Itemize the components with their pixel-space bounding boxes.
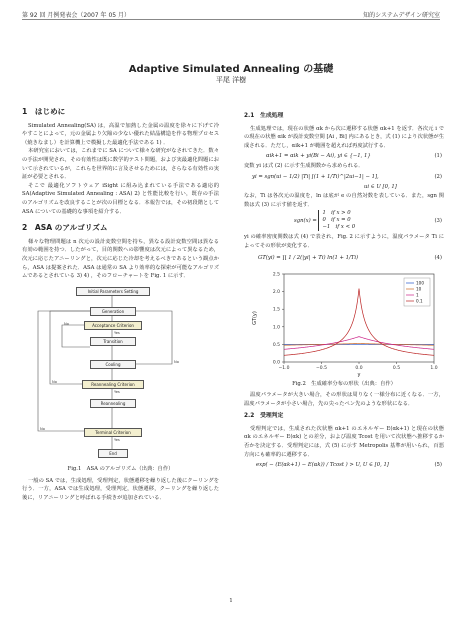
paragraph: 様々な物理問題は n 次元の設計変数空間を持ち，異なる設計変数空間は異なる有効の範囲を持つ．したがって，目的関数への影響度は次元によって異なるため，次元に応じたアニーリングと，次元に応じた冷却を考えるべきであるという観点から，ASA は提案された．ASA は通常の SA より効率的な探索が可能なアルゴリズムであるとされている 3) 4) ，そのフローチャートを Fig. 1 に示す． <box>22 238 219 280</box>
x-tick-label: −1.0 <box>278 366 290 372</box>
paragraph: 受理判定では，生成された次状態 αk+1 のエネルギー E(αk+1) と現在の状態 αk のエネルギー E(αk) との差分，および温度 Tcost を用いて次状態へ推移するか否かを決定する．受理判定には，式 (5) に示す Metropolis 基準が用いられ，百悪方向にも確率的に遷移する． <box>244 425 444 458</box>
fc-label-no: No <box>40 426 45 431</box>
paragraph: なお，Ti は各次元の温度を，ln は底が e の自然対数を表している．また，sgn 関数は式 (3) に示す値を返す． <box>244 192 444 208</box>
legend-label: 0.1 <box>416 298 423 304</box>
paragraph: 変数 yi は式 (2) に示す生成関数から求められる． <box>244 163 364 170</box>
legend-label: 1 <box>416 292 419 298</box>
fc-acceptance: Acceptance Criterion <box>84 321 142 330</box>
paragraph: Simulated Annealing(SA) は，高温で加熱した金属の温度を徐々に下げて冷やすことによって，元の金属より欠陥の少ない優れた結晶構造を作る物理プロセス（焼きなまし）を計算機上で模擬した最適化手法である 1) ． <box>22 122 219 146</box>
fc-label-yes: Yes <box>114 389 120 394</box>
header-left: 第 92 回 月例発表会（2007 年 05 月） <box>22 12 130 19</box>
y-tick-label: 1.5 <box>272 308 280 314</box>
page-number: 1 <box>229 598 233 604</box>
equation-2b <box>244 183 444 192</box>
fc-reannealing: Reannealing <box>90 399 136 408</box>
y-tick-label: 0.5 <box>272 343 280 349</box>
paragraph: 温度パラメータが大きい場合，その形状は周りなく一様分布に近くなる．一方，温度パラメータが小さい場合，先の尖ったペン先のような形状になる． <box>244 391 444 407</box>
paragraph: 本研究室においては，これまでに SA について様々な研究がなされてきた．数々の手法が開発され，その有効性は既に数学的テスト問題，および実最適化問題において示されているが，これらを世界的に言及させるためには，さらなる有効性の実証が必要とされる． <box>22 148 219 181</box>
equation-4-body: GT(yi) = ∏ 1 / 2(|yi| + Ti) ln(1 + 1/Ti) <box>258 255 359 262</box>
subsection-2-2-title: 2.2 受理判定 <box>244 413 284 420</box>
left-column <box>22 100 219 505</box>
y-tick-label: 1.0 <box>272 325 280 331</box>
equation-3-number: (3) <box>434 218 442 225</box>
right-column <box>244 108 444 471</box>
figure-1-caption: Fig.1 ASA のアルゴリズム（出典：自作） <box>67 465 174 472</box>
equation-4-number: (4) <box>434 255 442 262</box>
equation-4 <box>244 250 444 266</box>
legend-label: 10 <box>416 286 422 292</box>
equation-3-case: 0 if x = 0 <box>322 217 351 224</box>
fc-end: End <box>98 449 128 458</box>
fc-label-no: No <box>174 359 179 364</box>
equation-5 <box>244 459 444 471</box>
fc-terminal: Terminal Criterion <box>84 428 142 437</box>
fc-label-yes: Yes <box>114 330 120 335</box>
x-tick-label: 1.0 <box>430 366 438 372</box>
generation-distribution-chart <box>244 268 444 378</box>
fc-label-yes: Yes <box>114 437 120 442</box>
section-2-title: 2 ASA のアルゴリズム <box>22 223 108 233</box>
header-right: 知的システムデザイン研究室 <box>363 12 440 19</box>
section-1-title: 1 はじめに <box>22 107 66 116</box>
x-tick-label: 0.5 <box>392 366 401 372</box>
equation-5-number: (5) <box>434 462 442 469</box>
fc-cooling: Cooling <box>90 360 136 369</box>
equation-2b-body: ui ∈ U [0, 1] <box>364 183 397 190</box>
equation-1 <box>244 150 444 162</box>
y-tick-label: 2.0 <box>272 290 280 296</box>
equation-2 <box>244 171 444 183</box>
equation-2-body: yi = sgn(ui − 1/2) |Ti| [(1 + 1/Ti)^|2ui−1| − 1], <box>252 173 379 180</box>
figure-2-caption: Fig.2 生成確率分布の形状（出典：自作） <box>292 381 396 388</box>
legend-label: 100 <box>416 280 424 286</box>
author: 平尾 洋樹 <box>215 76 247 84</box>
fc-label-no: No <box>64 321 69 326</box>
page-header <box>22 8 440 22</box>
y-axis-label: GT(y) <box>252 311 258 326</box>
fc-transition: Transition <box>90 337 136 346</box>
paragraph: そこで 最適化ソフトウェア iSight に組み込まれている手法である適応的 SA(Adaptive Simulated Annealing : ASA) 2) と性能比較を行い，既存の手法のアルゴリズムを改良することが次の目標となる．本報告では，その初段階として ASA についての基礎的な事項を紹介する． <box>22 182 219 215</box>
equation-1-body: αik+1 = αik + yi(Bi − Ai), yi ∈ {−1, 1} <box>266 153 371 160</box>
fc-label-no: No <box>52 379 57 384</box>
x-tick-label: 0.0 <box>355 366 363 372</box>
equation-3-case: 1 if x > 0 <box>322 210 351 217</box>
equation-3 <box>244 209 444 233</box>
equation-5-body: exp( − (E(αk+1) − E(αk)) / Tcost ) > U, U ∈ [0, 1] <box>256 462 389 469</box>
header-rule <box>22 19 440 20</box>
fc-reannealing-criterion: Reannealing Criterion <box>82 380 144 389</box>
flowchart <box>22 285 219 505</box>
paragraph: 生成処理では，現在の状態 αk から次に遷移する状態 αk+1 を返す．各次元 i での現在の状態 αik が設計変数空間 [Ai , Bi] 内にあるとき，式 (1) により次状態が生成される．ただし，αik+1 が範囲を超えれば再度試行する． <box>244 125 444 149</box>
fc-init: Initial Parameters Setting <box>76 287 150 296</box>
paragraph: 一般の SA では，生成処理，受理判定，状態遷移を繰り返した後にクーリングを行う．一方，ASA では生成処理，受理判定，状態遷移，クーリングを繰り返した後に，リアニーリングと呼ばれる手続きが追加されている． <box>22 477 219 501</box>
paper-title: Adaptive Simulated Annealing の基礎 <box>128 64 334 75</box>
equation-2-number: (2) <box>434 173 442 180</box>
x-tick-label: −0.5 <box>316 366 327 372</box>
equation-3-case: −1 if x < 0 <box>322 224 356 231</box>
equation-3-cases <box>318 210 355 231</box>
paragraph: yi の確率密度関数は式 (4) で表され，Fig. 2 に示すように，温度パラメータ Ti によってその形状が変化する． <box>244 234 444 249</box>
x-axis-label: y <box>357 372 361 379</box>
equation-1-number: (1) <box>434 153 442 160</box>
equation-3-lhs: sgn(x) = <box>294 218 317 225</box>
y-tick-label: 2.5 <box>272 272 280 278</box>
subsection-2-1-title: 2.1 生成処理 <box>244 113 284 119</box>
y-tick-label: 0.0 <box>272 360 280 366</box>
fc-generation: Generation <box>90 307 136 316</box>
